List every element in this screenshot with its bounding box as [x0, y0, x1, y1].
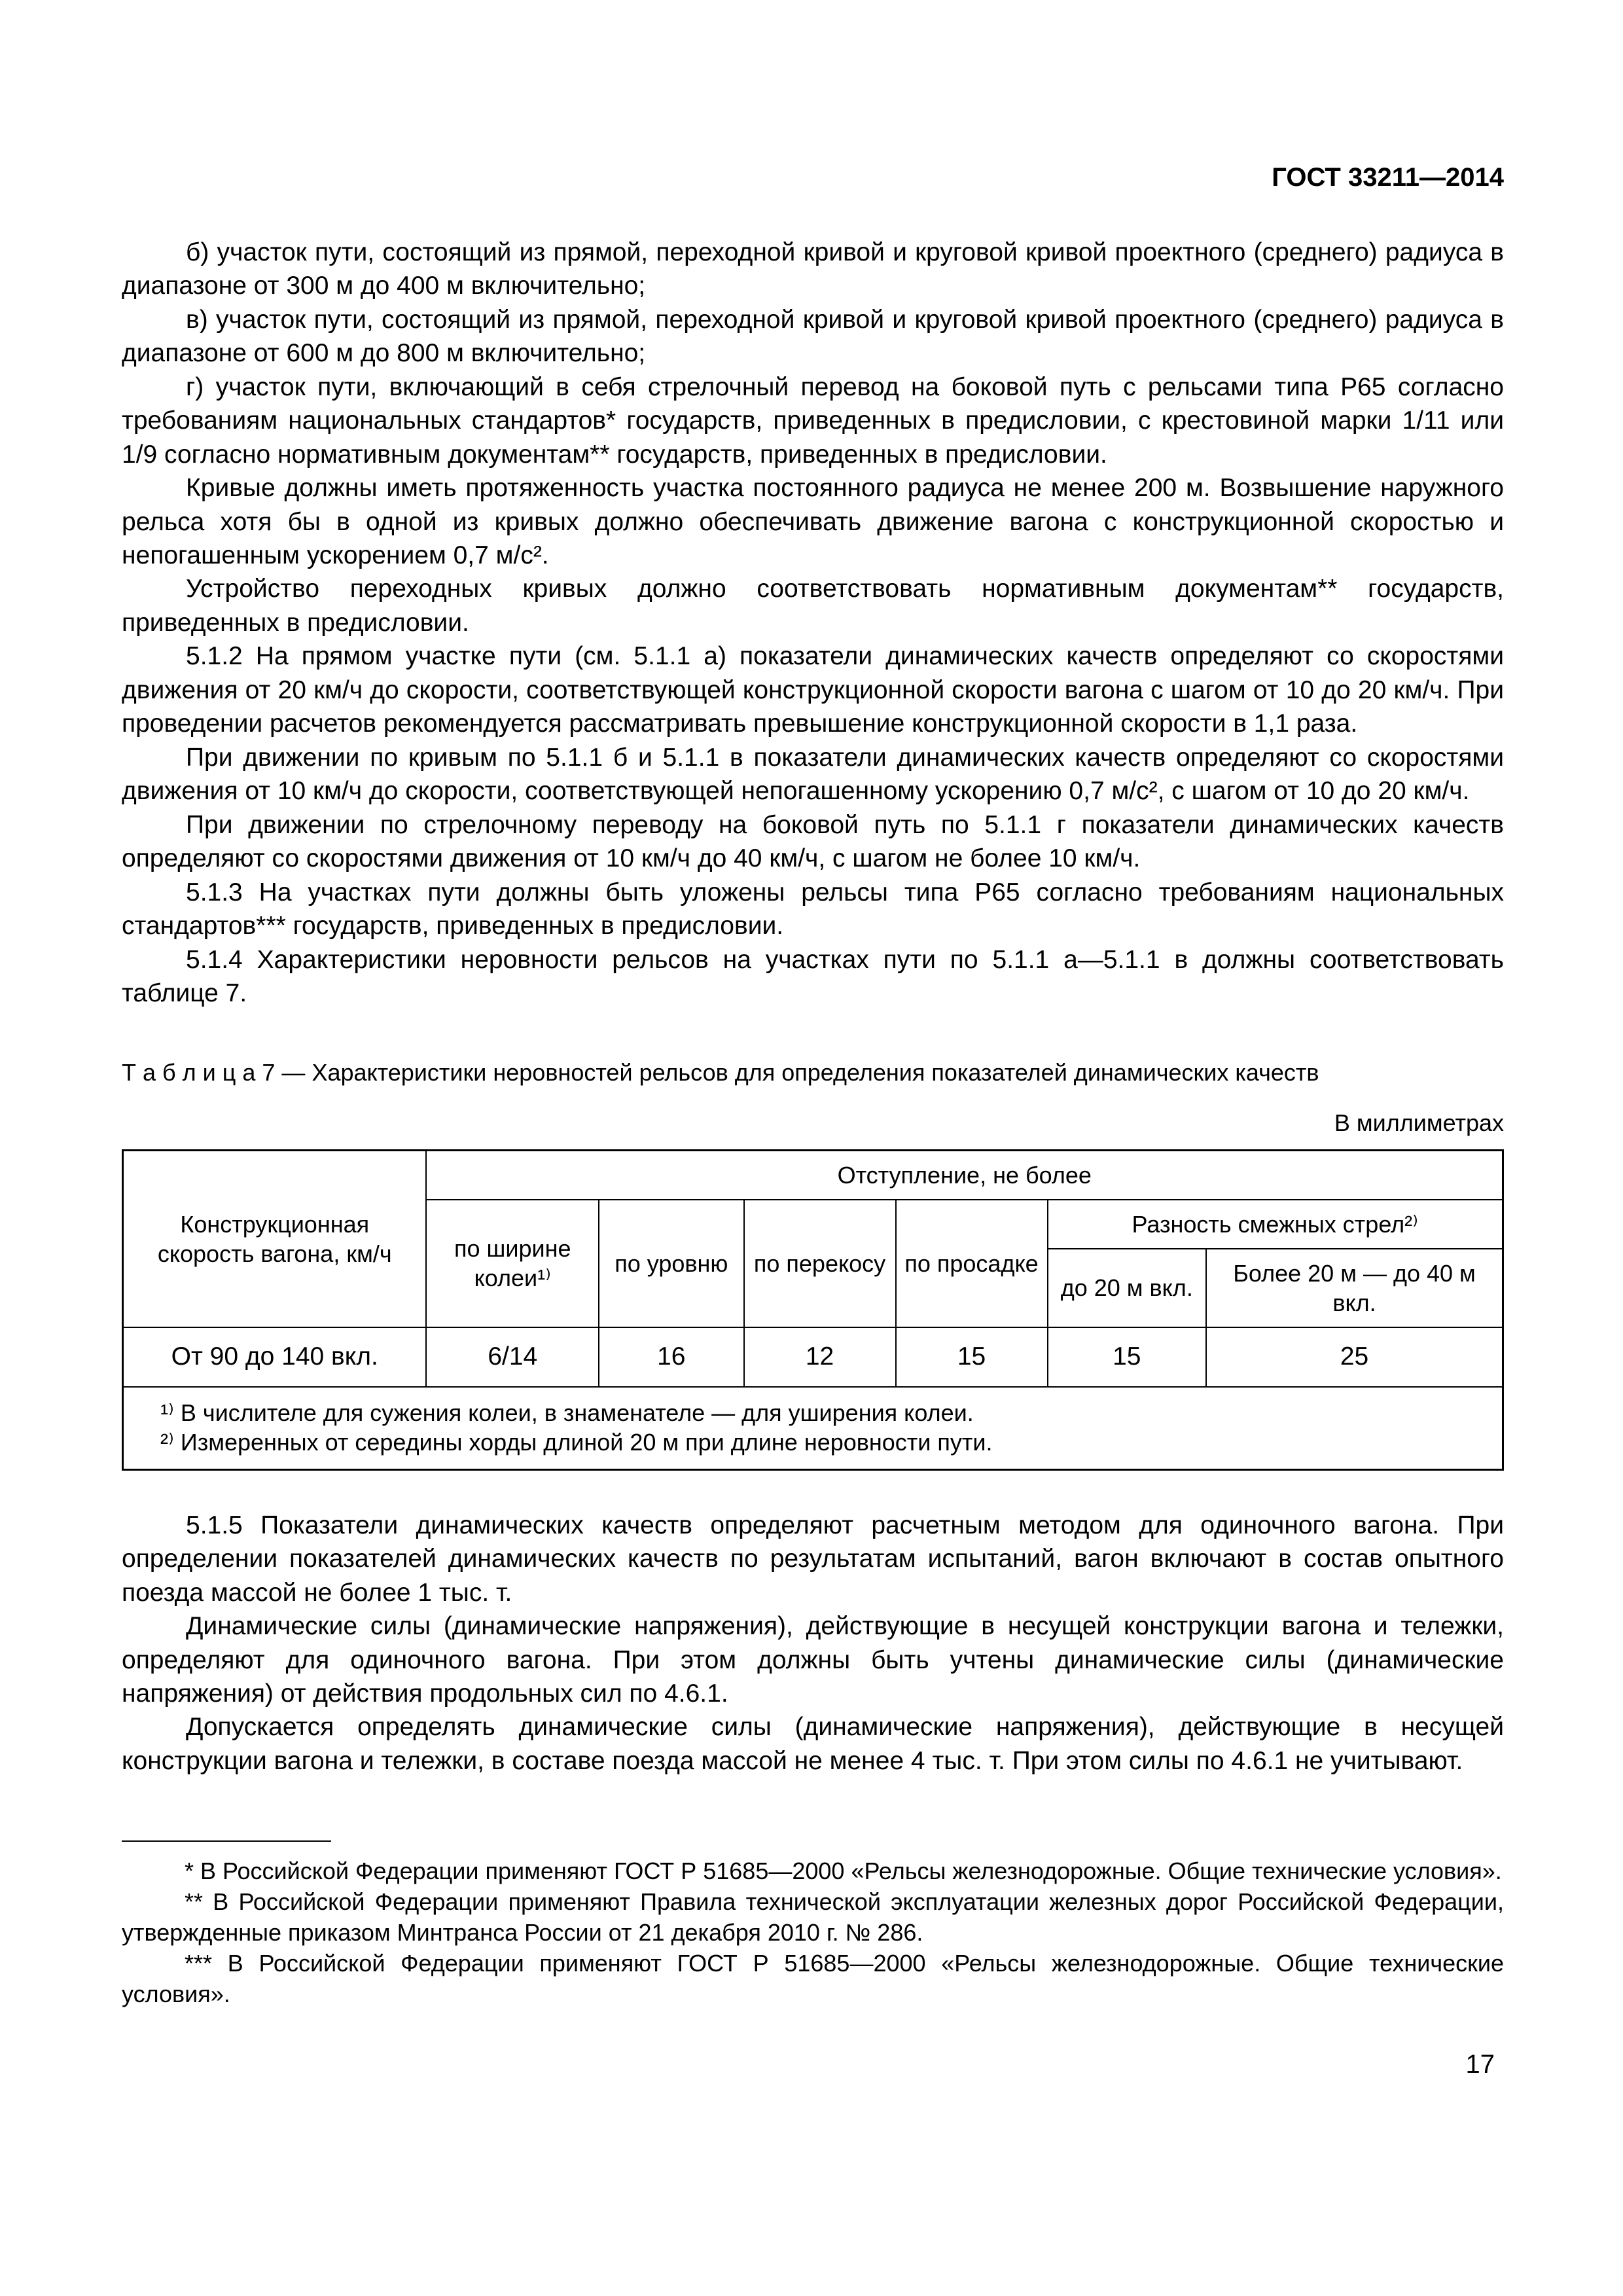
table-header-arrow-diff: Разность смежных стрел²⁾: [1048, 1200, 1503, 1249]
table-notes-row: [123, 1387, 1503, 1470]
table-caption-label: Т а б л и ц а 7 —: [122, 1058, 306, 1086]
paragraph: б) участок пути, состоящий из прямой, переходной кривой и круговой кривой проектного (среднего) радиуса в диапазоне от 300 м до 400 м включительно;: [122, 238, 1504, 300]
paragraph: Кривые должны иметь протяженность участка постоянного радиуса не менее 200 м. Возвышение наружного рельса хотя бы в одной из кривых должно обеспечивать движение вагона с конструкционной скоростью и непогашенным ускорением 0,7 м/с².: [122, 474, 1504, 570]
paragraph: При движении по кривым по 5.1.1 б и 5.1.1 в показатели динамических качеств определяют со скоростями движения от 10 км/ч до скорости, соответствующей непогашенному ускорению 0,7 м/с², с шагом от 10 до 20 км/ч.: [122, 743, 1504, 806]
cell-skew: 12: [744, 1327, 896, 1387]
doc-number: ГОСТ 33211—2014: [1272, 163, 1504, 192]
footnote-3: *** В Российской Федерации применяют ГОСТ Р 51685—2000 «Рельсы железнодорожные. Общие технические условия».: [122, 1949, 1504, 2007]
cell-gauge: 6/14: [426, 1327, 599, 1387]
paragraph: При движении по стрелочному переводу на боковой путь по 5.1.1 г показатели динамических качеств определяют со скоростями движения от 10 км/ч до 40 км/ч, с шагом не более 10 км/ч.: [122, 810, 1504, 873]
table-header-deviation: Отступление, не более: [426, 1150, 1503, 1200]
paragraph: 5.1.5 Показатели динамических качеств определяют расчетным методом для одиночного вагона. При определении показателей динамических качеств по результатам испытаний, вагон включают в состав опытного поезда массой не более 1 тыс. т.: [122, 1511, 1504, 1607]
table-header-sag: по просадке: [896, 1200, 1048, 1327]
table-header-skew: по перекосу: [744, 1200, 896, 1327]
body-text-after-table: [122, 1509, 1504, 1778]
table-data-row: [123, 1327, 1503, 1387]
table-header-speed: Конструкционная скорость вагона, км/ч: [123, 1150, 427, 1327]
table-caption-text: Характеристики неровностей рельсов для определения показателей динамических качеств: [312, 1058, 1319, 1086]
paragraph: г) участок пути, включающий в себя стрелочный перевод на боковой путь с рельсами типа Р65 согласно требованиям национальных стандартов* государств, приведенных в предисловии, с крестовиной марки 1/11 или 1/9 согласно нормативным документам** государств, приведенных в предисловии.: [122, 372, 1504, 469]
table-header-gauge: по ширине колеи¹⁾: [426, 1200, 599, 1327]
footnote-2: ** В Российской Федерации применяют Правила технической эксплуатации железных дорог Российской Федерации, утвержденные приказом Минтранса России от 21 декабря 2010 г. № 286.: [122, 1888, 1504, 1946]
paragraph: Устройство переходных кривых должно соответствовать нормативным документам** государств, приведенных в предисловии.: [122, 575, 1504, 637]
paragraph: Допускается определять динамические силы (динамические напряжения), действующие в несущей конструкции вагона и тележки, в составе поезда массой не менее 4 тыс. т. При этом силы по 4.6.1 не учитывают.: [122, 1713, 1504, 1775]
table-header-level: по уровню: [599, 1200, 743, 1327]
cell-sag: 15: [896, 1327, 1048, 1387]
footnotes: [122, 1856, 1504, 2009]
table-7: [122, 1149, 1504, 1471]
paragraph: 5.1.4 Характеристики неровности рельсов на участках пути по 5.1.1 а—5.1.1 в должны соответствовать таблице 7.: [122, 945, 1504, 1008]
table-caption: [122, 1058, 1504, 1088]
paragraph: 5.1.3 На участках пути должны быть уложены рельсы типа Р65 согласно требованиям национальных стандартов*** государств, приведенных в предисловии.: [122, 878, 1504, 941]
footnote-1: * В Российской Федерации применяют ГОСТ Р 51685—2000 «Рельсы железнодорожные. Общие технические условия».: [185, 1857, 1502, 1885]
table-header-20-40m: Более 20 м — до 40 м вкл.: [1206, 1249, 1503, 1327]
table-units-note: В миллиметрах: [1334, 1109, 1504, 1137]
table-header-row-1: [123, 1150, 1503, 1200]
body-text-before-table: [122, 236, 1504, 1011]
cell-level: 16: [599, 1327, 743, 1387]
page-number: 17: [1465, 2050, 1495, 2079]
footnote-separator: [122, 1840, 331, 1842]
paragraph: Динамические силы (динамические напряжения), действующие в несущей конструкции вагона и тележки, определяют для одиночного вагона. При этом должны быть учтены динамические силы (динамические напряжения) от действия продольных сил по 4.6.1.: [122, 1612, 1504, 1708]
table-notes-cell: [123, 1387, 1503, 1470]
table-note-1: ¹⁾ В числителе для сужения колеи, в знаменателе — для уширения колеи.: [160, 1399, 974, 1426]
cell-upto-20m: 15: [1048, 1327, 1207, 1387]
cell-speed-range: От 90 до 140 вкл.: [123, 1327, 427, 1387]
paragraph: в) участок пути, состоящий из прямой, переходной кривой и круговой кривой проектного (среднего) радиуса в диапазоне от 600 м до 800 м включительно;: [122, 305, 1504, 368]
cell-20-40m: 25: [1206, 1327, 1503, 1387]
table-note-2: ²⁾ Измеренных от середины хорды длиной 20 м при длине неровности пути.: [160, 1428, 993, 1456]
paragraph: 5.1.2 На прямом участке пути (см. 5.1.1 а) показатели динамических качеств определяют со скоростями движения от 20 км/ч до скорости, соответствующей конструкционной скорости вагона с шагом от 10 до 20 км/ч. При проведении расчетов рекомендуется рассматривать превышение конструкционной скорости в 1,1 раза.: [122, 642, 1504, 738]
table-header-upto-20m: до 20 м вкл.: [1048, 1249, 1207, 1327]
